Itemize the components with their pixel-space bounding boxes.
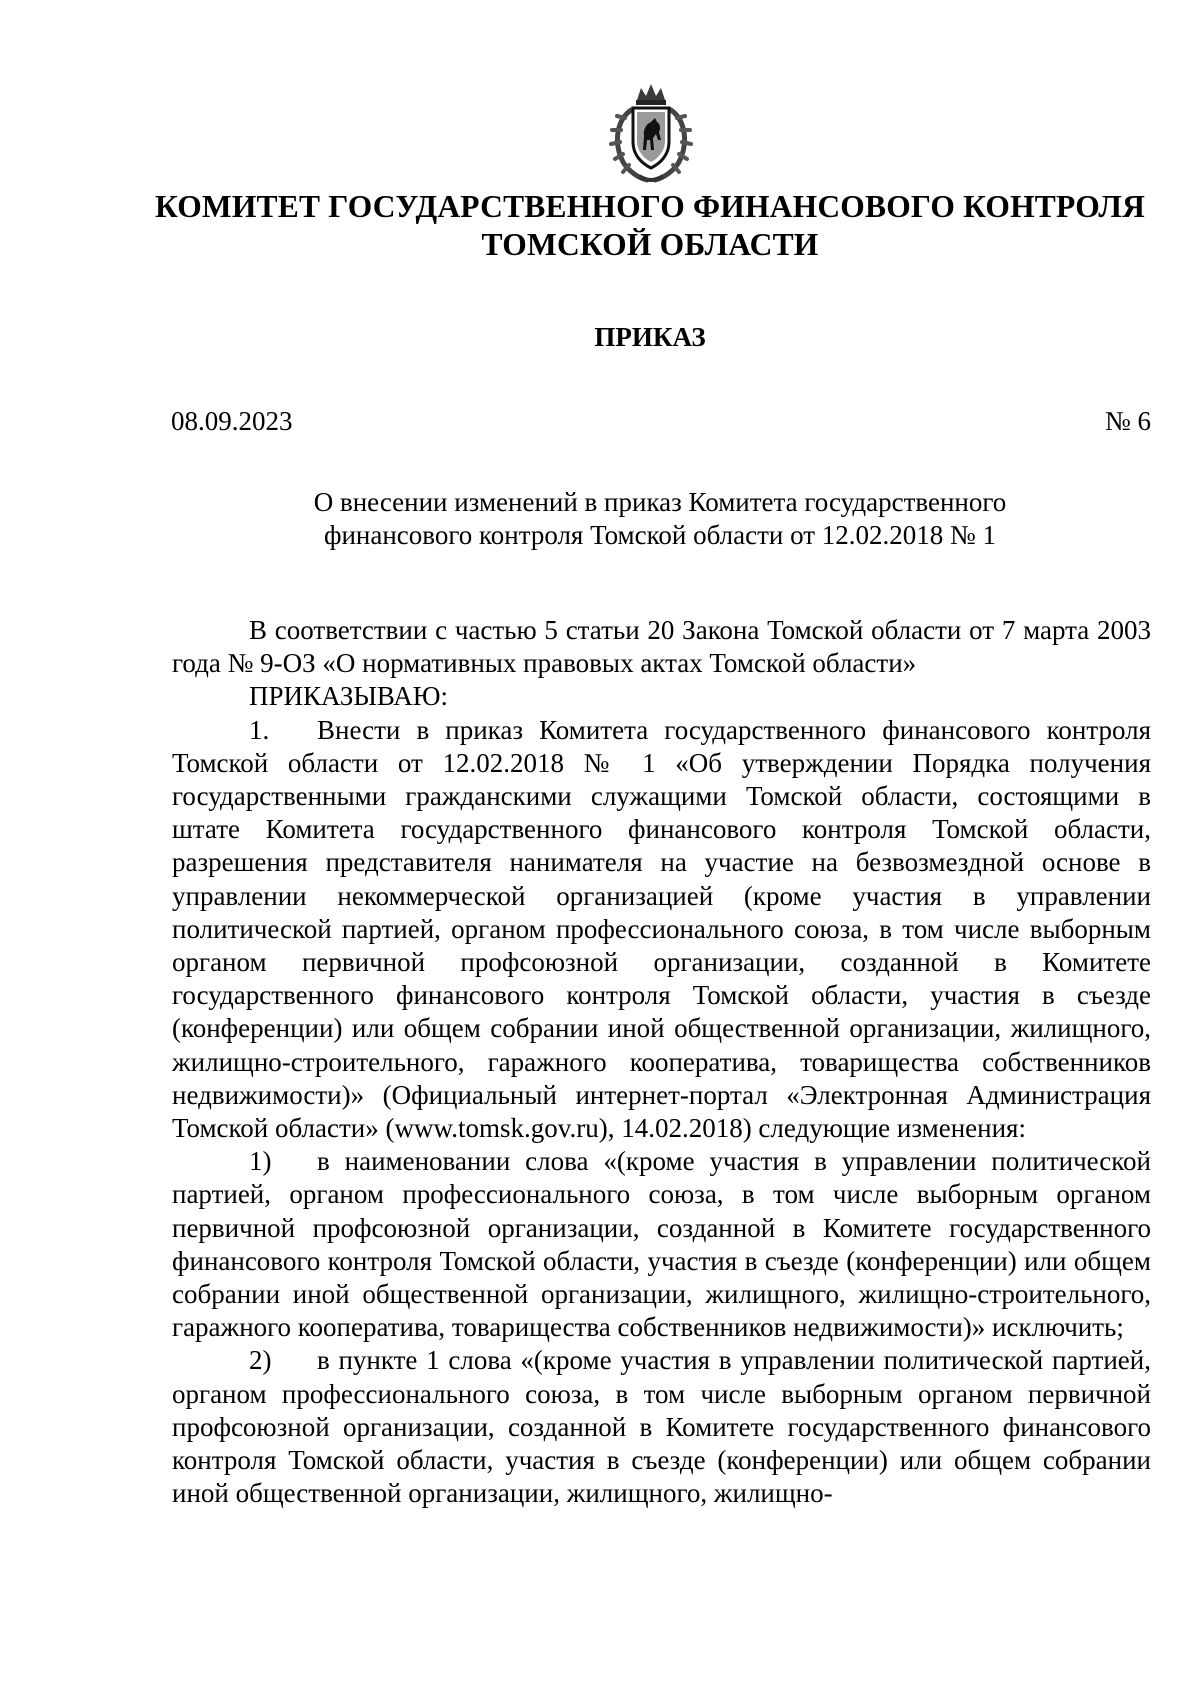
subitem-2-text: в пункте 1 слова «(кроме участия в управлении политической партией, органом профессионального союза, в том числе выборным органом первичной профсоюзной организации, созданной в Комитете государственного финансового контроля Томской области, участия в съезде (конференции) или общем собрании иной общественной организации, жилищного, жилищно- [172,1345,1151,1509]
subitem-2-number: 2) [249,1345,272,1376]
subject-line-1: О внесении изменений в приказ Комитета государственного [313,487,1007,517]
tomsk-region-coat-of-arms-icon [609,80,693,190]
subitem-1-paragraph [172,1145,1151,1344]
subitem-1-text: в наименовании слова «(кроме участия в управлении политической партией, органом профессионального союза, в том числе выборным органом первичной профсоюзной организации, созданной в Комитете государственного финансового контроля Томской области, участия в съезде (конференции) или общем собрании иной общественной организации, жилищного, жилищно-строительного, гаражного кооператива, товарищества собственников недвижимости)» исключить; [172,1146,1151,1343]
organization-name [120,188,1180,264]
organization-name-line-2: ТОМСКОЙ ОБЛАСТИ [481,227,819,262]
document-subject [200,486,1120,552]
subitem-1-number: 1) [249,1146,272,1177]
item-1-text: Внести в приказ Комитета государственного финансового контроля Томской области от 12.02.2018 № 1 «Об утверждении Порядка получения государственными гражданскими служащими Томской области, состоящими в штате Комитета государственного финансового контроля Томской области, разрешения представителя нанимателя на участие на безвозмездной основе в управлении некоммерческой организацией (кроме участия в управлении политической партией, органом профессионального союза, в том числе выборным органом первичной профсоюзной организации, созданной в Комитете государственного финансового контроля Томской области, участия в съезде (конференции) или общем собрании иной общественной организации, жилищного, жилищно-строительного, гаражного кооператива, товарищества собственников недвижимости)» (Официальный интернет-портал «Электронная Администрация Томской области» (www.tomsk.gov.ru), 14.02.2018) следующие изменения: [172,714,1151,1144]
document-body [172,614,1151,1510]
document-type-title: ПРИКАЗ [594,322,706,352]
subject-line-2: финансового контроля Томской области от 12.02.2018 № 1 [323,520,997,550]
preamble-paragraph: В соответствии с частью 5 статьи 20 Закона Томской области от 7 марта 2003 года № 9-ОЗ «О нормативных правовых актах Томской области» [172,615,1151,679]
document-date: 08.09.2023 [171,406,293,436]
organization-name-line-1: КОМИТЕТ ГОСУДАРСТВЕННОГО ФИНАНСОВОГО КОНТРОЛЯ [154,189,1146,224]
item-1-number: 1. [249,714,270,745]
subitem-2-paragraph [172,1344,1151,1510]
document-number: № 6 [1104,406,1151,436]
order-word: ПРИКАЗЫВАЮ: [249,681,448,712]
item-1-paragraph [172,714,1151,1146]
